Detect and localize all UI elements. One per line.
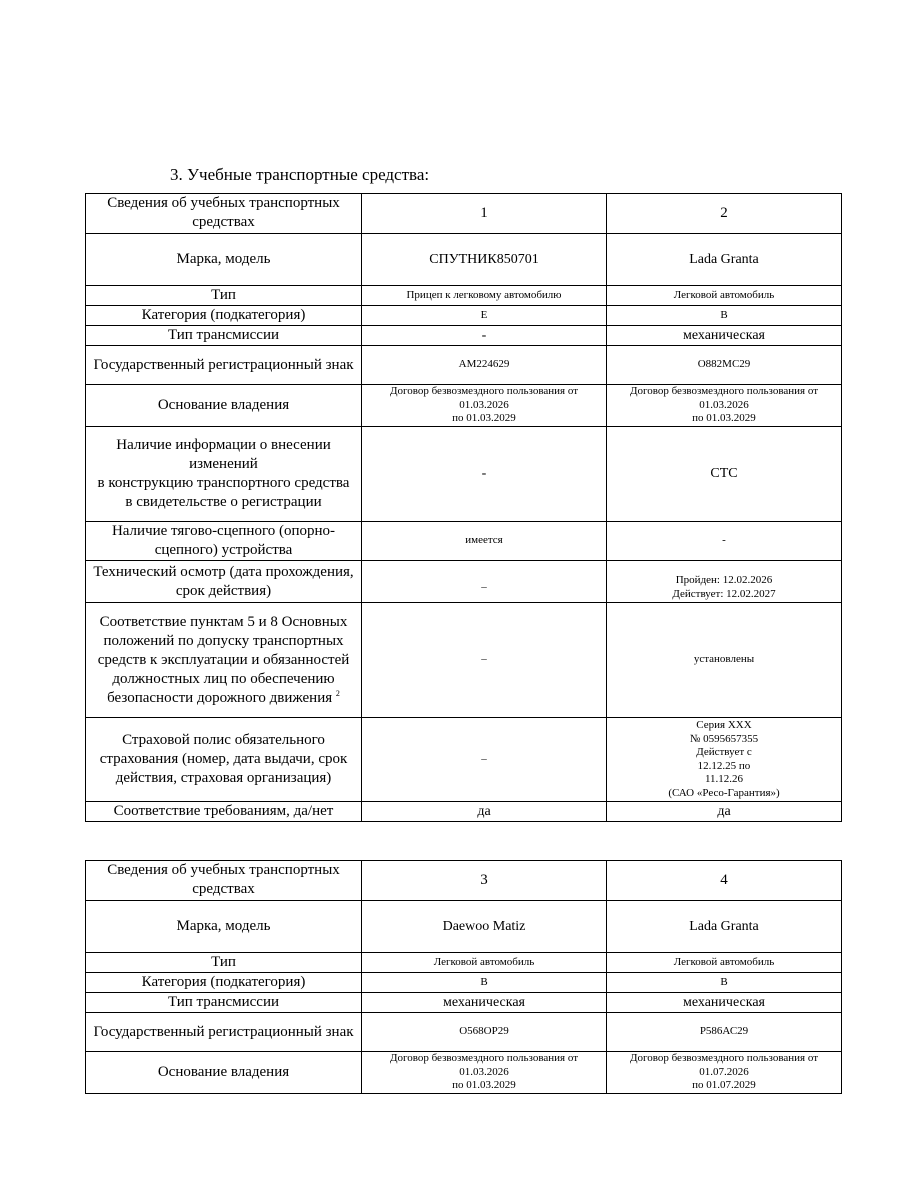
table-header-row xyxy=(86,861,842,901)
table-row xyxy=(86,427,842,522)
row-label: Тип xyxy=(86,953,362,973)
insurance-line: 12.12.25 по xyxy=(697,759,751,772)
cell-value: – xyxy=(362,561,607,603)
cell-value: О882МС29 xyxy=(607,346,842,385)
cell-value: СТС xyxy=(607,427,842,522)
cell-value: механическая xyxy=(362,993,607,1013)
insurance-line: (САО «Ресо-Гарантия») xyxy=(668,786,780,799)
cell-value: Lada Granta xyxy=(607,234,842,286)
cell-value: имеется xyxy=(362,522,607,561)
cell-value: АМ224629 xyxy=(362,346,607,385)
table-row xyxy=(86,346,842,385)
row-label: Категория (подкатегория) xyxy=(86,306,362,326)
cell-value: Легковой автомобиль xyxy=(362,953,607,973)
header-label: Сведения об учебных транспортных средствах xyxy=(86,194,362,234)
row-label: Государственный регистрационный знак xyxy=(86,346,362,385)
table-row xyxy=(86,718,842,802)
inspection-line: Пройден: 12.02.2026 xyxy=(675,574,773,586)
table-row xyxy=(86,1013,842,1052)
row-label: Наличие тягово-сцепного (опорно-сцепного) устройства xyxy=(86,522,362,561)
cell-value: B xyxy=(607,973,842,993)
cell-value: - xyxy=(607,522,842,561)
cell-value: да xyxy=(362,802,607,822)
row-label: Марка, модель xyxy=(86,901,362,953)
ownership-line: 01.03.2026 xyxy=(699,398,749,411)
table-row xyxy=(86,901,842,953)
cell-value: механическая xyxy=(607,993,842,1013)
ownership-line: Договор безвозмездного пользования от xyxy=(629,1052,819,1065)
cell-value: да xyxy=(607,802,842,822)
cell-value: - xyxy=(362,326,607,346)
cell-value: - xyxy=(362,427,607,522)
footnote-marker: 2 xyxy=(335,688,340,698)
cell-value: Р586АС29 xyxy=(607,1013,842,1052)
table-row xyxy=(86,385,842,427)
cell-value: Легковой автомобиль xyxy=(607,953,842,973)
cell-value xyxy=(607,385,842,427)
header-label: Сведения об учебных транспортных средствах xyxy=(86,861,362,901)
table-row xyxy=(86,286,842,306)
label-line: Наличие информации о внесении изменений xyxy=(116,437,331,472)
row-label xyxy=(86,427,362,522)
row-label: Основание владения xyxy=(86,385,362,427)
row-label: Технический осмотр (дата прохождения, срок действия) xyxy=(86,561,362,603)
inspection-line: Действует: 12.02.2027 xyxy=(672,587,776,600)
row-label xyxy=(86,603,362,718)
label-line: в конструкцию транспортного средства xyxy=(97,475,350,491)
cell-value: Daewoo Matiz xyxy=(362,901,607,953)
table-row xyxy=(86,973,842,993)
row-label: Страховой полис обязательного страхования (номер, дата выдачи, срок действия, страховая организация) xyxy=(86,718,362,802)
cell-value: – xyxy=(362,603,607,718)
insurance-line: 11.12.26 xyxy=(704,773,744,785)
row-label: Марка, модель xyxy=(86,234,362,286)
row-label: Категория (подкатегория) xyxy=(86,973,362,993)
table-row xyxy=(86,561,842,603)
row-label: Тип трансмиссии xyxy=(86,326,362,346)
table-header-row xyxy=(86,194,842,234)
insurance-line: Действует с xyxy=(696,746,752,758)
column-number: 2 xyxy=(607,194,842,234)
table-row xyxy=(86,953,842,973)
row-label: Государственный регистрационный знак xyxy=(86,1013,362,1052)
cell-value xyxy=(607,718,842,802)
ownership-line: 01.03.2026 xyxy=(459,1065,509,1078)
ownership-line: 01.07.2026 xyxy=(699,1065,749,1078)
table-row xyxy=(86,603,842,718)
table-row xyxy=(86,802,842,822)
cell-value: B xyxy=(362,973,607,993)
table-row xyxy=(86,993,842,1013)
cell-value: Легковой автомобиль xyxy=(607,286,842,306)
row-label: Соответствие требованиям, да/нет xyxy=(86,802,362,822)
cell-value: E xyxy=(362,306,607,326)
ownership-line: Договор безвозмездного пользования от xyxy=(629,385,819,398)
cell-value xyxy=(607,561,842,603)
insurance-line: № 0595657355 xyxy=(689,732,759,745)
column-number: 4 xyxy=(607,861,842,901)
ownership-line: Договор безвозмездного пользования от xyxy=(389,385,579,398)
cell-value: B xyxy=(607,306,842,326)
section-heading: 3. Учебные транспортные средства: xyxy=(170,165,430,184)
cell-value: – xyxy=(362,718,607,802)
ownership-line: 01.03.2026 xyxy=(459,398,509,411)
ownership-line: Договор безвозмездного пользования от xyxy=(389,1052,579,1065)
cell-value: установлены xyxy=(607,603,842,718)
vehicles-table-1 xyxy=(85,193,842,822)
ownership-line: по 01.03.2029 xyxy=(452,1079,516,1092)
cell-value: механическая xyxy=(607,326,842,346)
cell-value: Lada Granta xyxy=(607,901,842,953)
ownership-line: по 01.03.2029 xyxy=(692,412,756,425)
cell-value: СПУТНИК850701 xyxy=(362,234,607,286)
cell-value: Прицеп к легковому автомобилю xyxy=(362,286,607,306)
table-row xyxy=(86,234,842,286)
ownership-line: по 01.07.2029 xyxy=(692,1079,756,1092)
column-number: 1 xyxy=(362,194,607,234)
cell-value xyxy=(362,385,607,427)
row-label: Основание владения xyxy=(86,1052,362,1094)
row-label: Тип xyxy=(86,286,362,306)
table-row xyxy=(86,522,842,561)
table-row xyxy=(86,326,842,346)
ownership-line: по 01.03.2029 xyxy=(452,412,516,425)
cell-value xyxy=(362,1052,607,1094)
cell-value: О568ОР29 xyxy=(362,1013,607,1052)
label-text: Соответствие пунктам 5 и 8 Основных положений по допуску транспортных средств к эксплуатации и обязанностей должностных лиц по обеспечению безопасности дорожного движения xyxy=(97,613,350,706)
table-row xyxy=(86,1052,842,1094)
vehicles-table-2 xyxy=(85,860,842,1094)
cell-value xyxy=(607,1052,842,1094)
column-number: 3 xyxy=(362,861,607,901)
label-line: в свидетельстве о регистрации xyxy=(125,494,322,510)
table-row xyxy=(86,306,842,326)
row-label: Тип трансмиссии xyxy=(86,993,362,1013)
insurance-line: Серия ХХХ xyxy=(696,719,752,731)
